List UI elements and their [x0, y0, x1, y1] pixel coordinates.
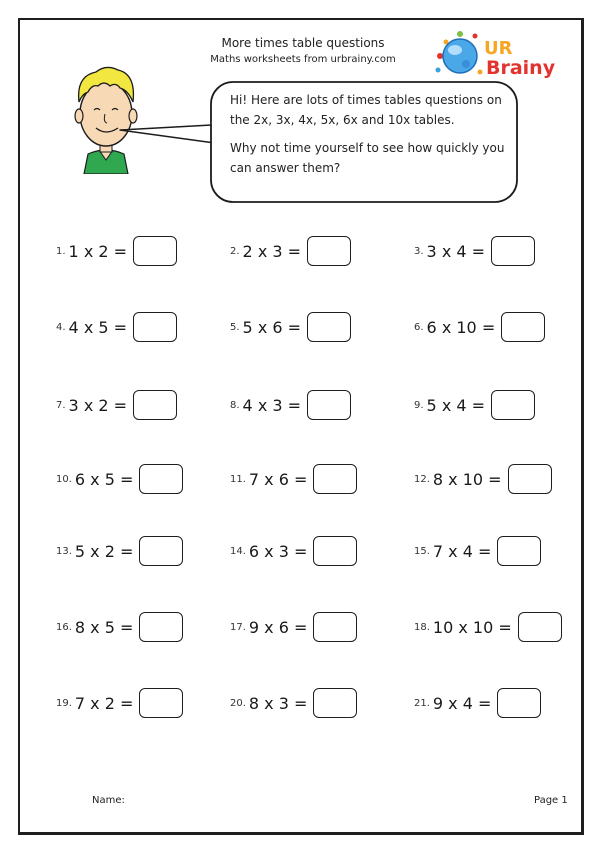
question-11: [230, 462, 357, 496]
speech-bubble-text: [230, 90, 510, 186]
speech-line-2: Why not time yourself to see how quickly you can answer them?: [230, 141, 505, 175]
question-number: 4.: [56, 321, 66, 333]
question-number: 10.: [56, 473, 72, 485]
question-9: [414, 388, 535, 422]
question-10: [56, 462, 183, 496]
question-15: [414, 534, 541, 568]
question-number: 21.: [414, 697, 430, 709]
question-7: [56, 388, 177, 422]
answer-box[interactable]: [139, 536, 183, 566]
question-expression: 8 x 5 =: [74, 617, 134, 637]
question-4: [56, 310, 177, 344]
logo-text-brainy: Brainy: [486, 57, 556, 79]
question-expression: 3 x 2 =: [68, 395, 128, 415]
question-expression: 5 x 4 =: [426, 395, 486, 415]
question-18: [414, 610, 562, 644]
question-12: [414, 462, 552, 496]
question-number: 2.: [230, 245, 240, 257]
answer-box[interactable]: [491, 236, 535, 266]
page-title: More times table questions: [221, 36, 385, 50]
question-number: 17.: [230, 621, 246, 633]
question-number: 11.: [230, 473, 246, 485]
question-number: 5.: [230, 321, 240, 333]
question-19: [56, 686, 183, 720]
question-expression: 3 x 4 =: [426, 241, 486, 261]
question-number: 6.: [414, 321, 424, 333]
question-2: [230, 234, 351, 268]
answer-box[interactable]: [307, 236, 351, 266]
question-expression: 10 x 10 =: [432, 617, 512, 637]
question-20: [230, 686, 357, 720]
question-expression: 8 x 10 =: [432, 469, 502, 489]
question-17: [230, 610, 357, 644]
question-expression: 5 x 6 =: [242, 317, 302, 337]
answer-box[interactable]: [313, 612, 357, 642]
question-16: [56, 610, 183, 644]
question-1: [56, 234, 177, 268]
question-expression: 1 x 2 =: [68, 241, 128, 261]
urbrainy-logo: [430, 26, 560, 82]
answer-box[interactable]: [501, 312, 545, 342]
answer-box[interactable]: [133, 390, 177, 420]
question-6: [414, 310, 545, 344]
answer-box[interactable]: [133, 236, 177, 266]
answer-box[interactable]: [139, 688, 183, 718]
question-number: 12.: [414, 473, 430, 485]
question-number: 9.: [414, 399, 424, 411]
name-label: Name:: [92, 795, 125, 806]
answer-box[interactable]: [313, 464, 357, 494]
answer-box[interactable]: [133, 312, 177, 342]
question-13: [56, 534, 183, 568]
question-expression: 2 x 3 =: [242, 241, 302, 261]
answer-box[interactable]: [497, 688, 541, 718]
question-14: [230, 534, 357, 568]
answer-box[interactable]: [491, 390, 535, 420]
question-expression: 4 x 3 =: [242, 395, 302, 415]
question-expression: 4 x 5 =: [68, 317, 128, 337]
question-expression: 8 x 3 =: [248, 693, 308, 713]
answer-box[interactable]: [313, 688, 357, 718]
question-expression: 5 x 2 =: [74, 541, 134, 561]
page-number: Page 1: [534, 795, 568, 806]
question-expression: 6 x 3 =: [248, 541, 308, 561]
question-expression: 9 x 6 =: [248, 617, 308, 637]
question-number: 16.: [56, 621, 72, 633]
question-number: 8.: [230, 399, 240, 411]
question-expression: 7 x 4 =: [432, 541, 492, 561]
answer-box[interactable]: [497, 536, 541, 566]
question-number: 20.: [230, 697, 246, 709]
answer-box[interactable]: [139, 464, 183, 494]
question-expression: 9 x 4 =: [432, 693, 492, 713]
logo-text-ur: UR: [484, 38, 513, 59]
question-number: 13.: [56, 545, 72, 557]
question-8: [230, 388, 351, 422]
question-number: 18.: [414, 621, 430, 633]
page-subtitle: Maths worksheets from urbrainy.com: [210, 54, 396, 65]
question-expression: 7 x 2 =: [74, 693, 134, 713]
question-number: 3.: [414, 245, 424, 257]
answer-box[interactable]: [313, 536, 357, 566]
speech-line-1: Hi! Here are lots of times tables questions on the 2x, 3x, 4x, 5x, 6x and 10x tables.: [230, 93, 502, 127]
question-expression: 6 x 10 =: [426, 317, 496, 337]
question-expression: 7 x 6 =: [248, 469, 308, 489]
question-3: [414, 234, 535, 268]
answer-box[interactable]: [307, 312, 351, 342]
answer-box[interactable]: [508, 464, 552, 494]
question-number: 1.: [56, 245, 66, 257]
answer-box[interactable]: [307, 390, 351, 420]
question-number: 15.: [414, 545, 430, 557]
question-5: [230, 310, 351, 344]
question-number: 19.: [56, 697, 72, 709]
answer-box[interactable]: [518, 612, 562, 642]
question-number: 14.: [230, 545, 246, 557]
question-number: 7.: [56, 399, 66, 411]
question-expression: 6 x 5 =: [74, 469, 134, 489]
question-21: [414, 686, 541, 720]
answer-box[interactable]: [139, 612, 183, 642]
